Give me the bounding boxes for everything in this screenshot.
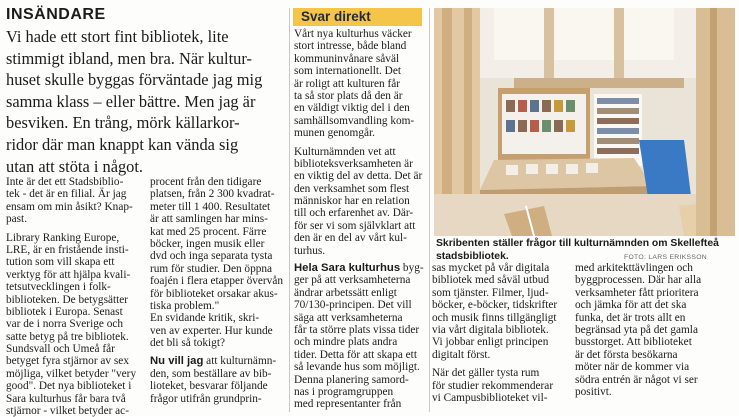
- column-divider: [429, 8, 430, 412]
- text-line: verktyg för att hjälpa kvali-: [6, 268, 131, 281]
- text-line: positivt.: [575, 385, 612, 398]
- text-line: tek - det är en filial. Är jag: [6, 188, 127, 201]
- text-line: så levande hus som möjligt.: [294, 361, 420, 374]
- text-line: nas i programgruppen: [294, 385, 394, 398]
- text-line: samhällsomvandling kom-: [294, 114, 415, 127]
- text-line: procent från den tidigare: [150, 176, 262, 188]
- text-line: ger på att verksamheterna: [294, 274, 411, 287]
- text-line: den är en del av vårt kul-: [294, 232, 407, 245]
- reply-column-2: [294, 262, 426, 411]
- text-line: lioteket, besvarar följande: [150, 380, 268, 393]
- text-line: böcker, ingen musik eller: [150, 237, 265, 250]
- text-line: rum för studier. Den öppna: [150, 262, 273, 275]
- column-divider: [289, 8, 290, 412]
- text-line: ven av experter. Hur kunde: [150, 324, 273, 337]
- lede-line: ridor där man knappt kan vända sig: [6, 134, 239, 154]
- reply-column-4: [575, 262, 735, 398]
- letter-column-1: [6, 176, 142, 417]
- text-line: begränsad yta på det gamla: [575, 323, 698, 336]
- text-line: ändrar arbetssätt enligt: [294, 286, 397, 299]
- text-line: tetsutvecklingen i folk-: [6, 281, 111, 294]
- text-line: Vi jobbar enligt principen: [432, 336, 549, 349]
- text-line: bibliotek med såväl utbud: [432, 274, 550, 287]
- text-line: det bli så tokigt?: [150, 337, 225, 350]
- lede-line: samma klass – eller bättre. Men jag är: [6, 91, 256, 111]
- text-line: Kulturnämnden vet att: [294, 145, 396, 158]
- text-line: kat med 25 procent. Färre: [150, 225, 267, 238]
- text-line: till och erfarenhet av. Där-: [294, 207, 414, 220]
- text-line: busstorget. Att biblioteket: [575, 336, 692, 349]
- text-line: munen genomgår.: [294, 127, 375, 140]
- text-line: En svidande kritik, skri-: [150, 312, 260, 325]
- text-line: den verksamhet som flest: [294, 182, 410, 195]
- letter-lede: [6, 26, 292, 177]
- text-line: Sundsvall och Umeå får: [6, 343, 115, 356]
- lede-line: huset skulle byggas förväntade jag mig: [6, 70, 263, 90]
- library-interior-image: [434, 8, 735, 236]
- text-line: sas mycket på vår digitala: [432, 262, 550, 274]
- text-line: var de i norra Sverige och: [6, 318, 124, 331]
- text-line: stjärnor - vilket betyder ac-: [6, 405, 129, 417]
- text-line: LRE, är en fristående insti-: [6, 243, 129, 256]
- lede-line: stimmigt ibland, men bra. När kultur-: [6, 48, 252, 68]
- text-line: och musik finns tillgängligt: [432, 311, 557, 324]
- text-line: med arkitekttävlingen och: [575, 262, 693, 274]
- text-line: ta så stor plats då den är: [294, 89, 403, 102]
- text-line: möjliga, vilket betyder "very: [6, 367, 137, 380]
- text-line: byggprocessen. Där har alla: [575, 274, 702, 287]
- text-line: bibliotek i Europa. Senast: [6, 305, 123, 318]
- text-line: och jämka för att det ska: [575, 299, 687, 312]
- text-line: den, som beställare av bib-: [150, 367, 272, 380]
- text-line: via vårt digitala bibliotek.: [432, 323, 549, 336]
- text-line: 70/130-principen. Det vill: [294, 299, 412, 312]
- text-line: och mindre plats andra: [294, 336, 398, 349]
- text-line: en viktig del av detta. Det är: [294, 170, 423, 183]
- text-line: får ta större plats vissa tider: [294, 323, 420, 336]
- text-line: frågor utifrån grundprin-: [150, 392, 262, 405]
- text-line: vi Campusbiblioteket vil-: [432, 391, 548, 404]
- lede-line: utan att stöta i något.: [6, 156, 144, 176]
- text-line: betyget fyra stjärnor av sex: [6, 355, 129, 368]
- text-line: Library Ranking Europe,: [6, 231, 120, 244]
- lead-in: Hela Sara kulturhus: [294, 262, 401, 274]
- text-line: turhus.: [294, 244, 326, 257]
- text-line: past.: [6, 213, 28, 226]
- reply-box-heading: [293, 8, 422, 26]
- text-line: satte betyg på tre bibliotek.: [6, 330, 129, 343]
- text-line: Nu vill jag att kulturnämn-: [150, 355, 277, 368]
- text-line: Denna planering samord-: [294, 373, 409, 386]
- text-line: platsen, från 2 300 kvadrat-: [150, 188, 275, 201]
- text-line: säga att verksamheterna: [294, 311, 403, 324]
- text-line: södra entrén är något vi ser: [575, 373, 698, 386]
- text-line: good". Det nya biblioteket i: [6, 380, 132, 393]
- text-line: böcker, e-böcker, tidskrifter: [432, 299, 558, 312]
- letter-column-2: [150, 176, 288, 405]
- text-line: biblioteksverksamheten är: [294, 157, 413, 170]
- photo-credit: FOTO: LARS ERIKSSON: [624, 254, 708, 261]
- text-line: som internationellt. Det: [294, 65, 401, 78]
- text-line: tiska problem.": [150, 299, 220, 312]
- text-line: möter när de kommer via: [575, 361, 690, 374]
- text-line: som tjänster. Filmer, ljud-: [432, 286, 549, 299]
- text-line: med representanter från: [294, 398, 402, 411]
- text-line: tider. Detta för att skapa ett: [294, 348, 417, 361]
- text-line: tution som vill skapa ett: [6, 256, 115, 269]
- text-line: ensam om min åsikt? Knap-: [6, 200, 133, 213]
- text-line: Sara kulturhus får bara två: [6, 392, 126, 405]
- text-line: Inte är det ett Stadsbiblio-: [6, 176, 124, 188]
- text-line: människor har en relation: [294, 195, 410, 208]
- text-line: Hela Sara kulturhus byg-: [294, 262, 424, 274]
- text-line: digitalt först.: [432, 348, 491, 361]
- caption-line: Skribenten ställer frågor till kulturnämnden om Skellefteå: [436, 238, 719, 249]
- library-photo: [434, 8, 735, 236]
- text-line: en väldigt viktig del i den: [294, 102, 410, 115]
- text-line: dvd och inga separata tysta: [150, 250, 273, 263]
- caption-line: stadsbibliotek.: [436, 250, 509, 262]
- text-line: stort intresse, både bland: [294, 40, 407, 53]
- reply-column-1: [294, 28, 426, 257]
- section-kicker: INSÄNDARE: [6, 6, 106, 23]
- text-line: verksamheter fått prioritera: [575, 286, 699, 299]
- text-line: Vårt nya kulturhus väcker: [294, 28, 412, 40]
- text-line: för studier rekommenderar: [432, 379, 554, 392]
- text-line: När det gäller tysta rum: [432, 367, 540, 380]
- text-line: är det första besökarna: [575, 348, 678, 361]
- text-line: för ser vi som självklart att: [294, 219, 416, 232]
- text-line: meter till 1 400. Resultatet: [150, 200, 271, 213]
- text-line: för biblioteket orsakar akus-: [150, 287, 278, 300]
- reply-box-title: Svar direkt: [301, 9, 371, 24]
- text-line: funka, det är trots allt en: [575, 311, 686, 324]
- text-line: biblioteken. De betygsätter: [6, 293, 129, 306]
- lead-in: Nu vill jag: [150, 355, 204, 368]
- text-line: är roligt att kulturen får: [294, 77, 401, 90]
- lede-line: besviken. En trång, mörk källarkor-: [6, 113, 240, 133]
- text-line: är att samlingen har mins-: [150, 213, 268, 226]
- reply-column-3: [432, 262, 568, 404]
- text-line: kommuninvånare såväl: [294, 52, 400, 65]
- text-line: foajén i flera etapper övervån: [150, 275, 283, 288]
- lede-line: Vi hade ett stort fint bibliotek, lite: [6, 27, 229, 46]
